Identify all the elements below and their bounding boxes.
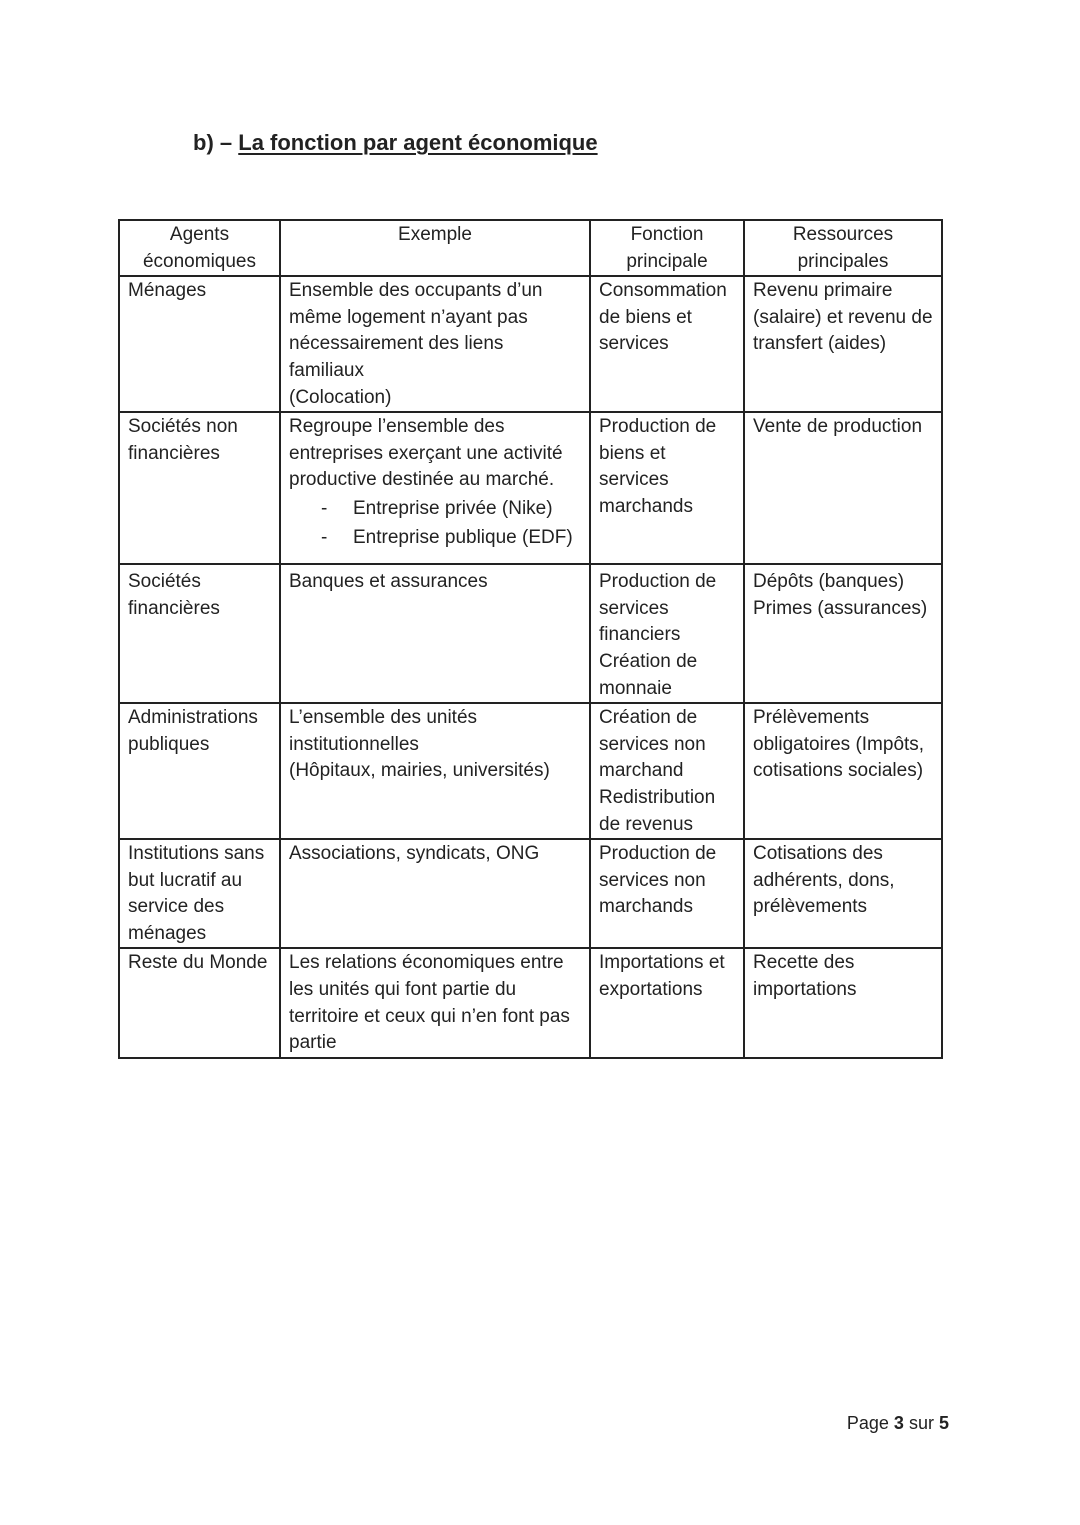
resources-text: Dépôts (banques) (753, 571, 905, 593)
column-header-resources: Ressources principales (744, 220, 942, 276)
column-header-function: Fonction principale (590, 220, 744, 276)
list-item: - Entreprise privée (Nike) (317, 494, 581, 523)
example-text: Ensemble des occupants d’un même logement n’ayant pas nécessairement des liens familiaux (289, 280, 543, 381)
agents-table (118, 219, 943, 1059)
example-text: L’ensemble des unités institutionnelles (289, 707, 478, 755)
agent-cell: Sociétés financières (119, 564, 280, 703)
function-cell: Production de biens et services marchands (590, 412, 744, 564)
resources-cell: Vente de production (744, 412, 942, 564)
resources-cell: Recette des importations (744, 948, 942, 1057)
example-cell (280, 276, 590, 412)
table-row (119, 276, 942, 412)
section-heading-prefix: b) – (193, 130, 233, 155)
example-text: Regroupe l’ensemble des entreprises exerçant une activité productive destinée au marché. (289, 416, 563, 491)
function-cell (590, 564, 744, 703)
function-cell: Production de services non marchands (590, 839, 744, 948)
table-row (119, 412, 942, 564)
example-cell (280, 412, 590, 564)
function-text: Production de services financiers (599, 571, 717, 646)
resources-cell (744, 564, 942, 703)
example-cell: Associations, syndicats, ONG (280, 839, 590, 948)
section-heading (193, 130, 598, 156)
example-extra: (Hôpitaux, mairies, universités) (289, 760, 550, 782)
table-row (119, 948, 942, 1057)
section-heading-title: La fonction par agent économique (238, 130, 598, 155)
example-extra: (Colocation) (289, 386, 392, 408)
agent-cell: Ménages (119, 276, 280, 412)
agent-cell: Administrations publiques (119, 703, 280, 839)
table-row (119, 839, 942, 948)
resources-cell: Cotisations des adhérents, dons, prélèvements (744, 839, 942, 948)
agent-cell: Institutions sans but lucratif au service des ménages (119, 839, 280, 948)
function-cell: Consommation de biens et services (590, 276, 744, 412)
list-item: - Entreprise publique (EDF) (317, 523, 581, 552)
page-separator: sur (908, 1413, 934, 1433)
function-extra: Création de monnaie (599, 650, 698, 699)
function-extra: Redistribution de revenus (599, 786, 716, 835)
example-cell: Banques et assurances (280, 564, 590, 703)
resources-extra: Primes (assurances) (753, 597, 928, 619)
page-label: Page (846, 1413, 889, 1433)
resources-cell: Prélèvements obligatoires (Impôts, cotisations sociales) (744, 703, 942, 839)
example-cell (280, 703, 590, 839)
table-row (119, 703, 942, 839)
page-total: 5 (938, 1413, 949, 1433)
table-row (119, 564, 942, 703)
function-cell: Importations et exportations (590, 948, 744, 1057)
function-cell (590, 703, 744, 839)
example-cell: Les relations économiques entre les unités qui font partie du territoire et ceux qui n’en font pas partie (280, 948, 590, 1057)
table-header-row (119, 220, 942, 276)
agent-cell: Reste du Monde (119, 948, 280, 1057)
page-number (847, 1413, 949, 1434)
column-header-agents: Agents économiques (119, 220, 280, 276)
agent-cell: Sociétés non financières (119, 412, 280, 564)
example-bullet-list (289, 494, 581, 552)
column-header-example: Exemple (280, 220, 590, 276)
resources-cell: Revenu primaire (salaire) et revenu de transfert (aides) (744, 276, 942, 412)
function-text: Création de services non marchand (599, 707, 706, 782)
page-current: 3 (893, 1413, 904, 1433)
